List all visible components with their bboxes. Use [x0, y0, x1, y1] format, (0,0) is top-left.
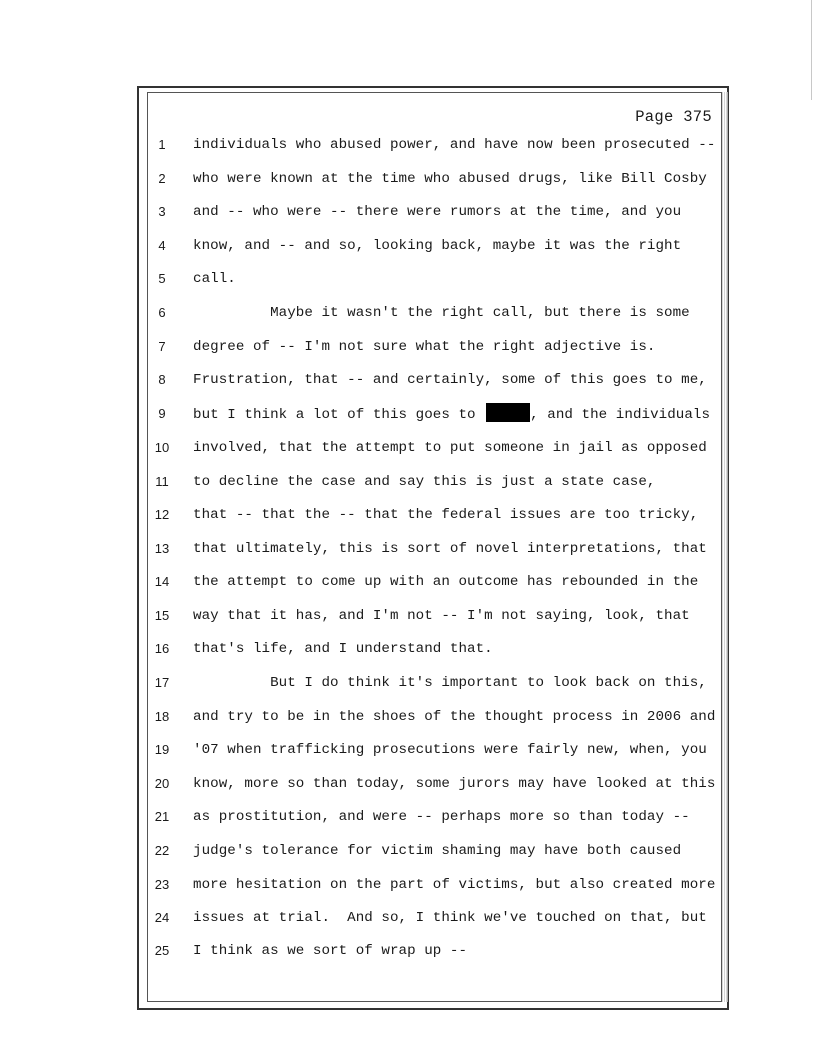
- line-text: involved, that the attempt to put someone in jail as opposed: [193, 440, 707, 456]
- transcript-line: [0, 605, 816, 627]
- line-number: 13: [154, 541, 170, 556]
- line-text: degree of -- I'm not sure what the right adjective is.: [193, 339, 656, 355]
- line-text-after-redaction: , and the individuals: [530, 407, 711, 423]
- line-text: call.: [193, 271, 236, 287]
- line-text: '07 when trafficking prosecutions were fairly new, when, you: [193, 742, 707, 758]
- line-number: 2: [158, 171, 166, 186]
- transcript-line: [0, 773, 816, 795]
- transcript-line: [0, 638, 816, 660]
- transcript-line: [0, 201, 816, 223]
- line-text: But I do think it's important to look back on this,: [193, 675, 707, 691]
- transcript-line: [0, 874, 816, 896]
- transcript-line: [0, 504, 816, 526]
- line-number: 19: [154, 742, 170, 757]
- line-number: 24: [154, 910, 170, 925]
- transcript-line: [0, 235, 816, 257]
- line-text: [193, 403, 710, 426]
- line-number: 18: [154, 709, 170, 724]
- transcript-line: [0, 403, 816, 425]
- page-number: Page 375: [635, 108, 712, 126]
- scan-edge-line: [811, 0, 812, 100]
- transcript-line: [0, 706, 816, 728]
- line-text: I think as we sort of wrap up --: [193, 943, 468, 959]
- line-number: 14: [154, 574, 170, 589]
- line-number: 20: [154, 776, 170, 791]
- line-text: and -- who were -- there were rumors at the time, and you: [193, 204, 682, 220]
- line-text: individuals who abused power, and have now been prosecuted --: [193, 137, 716, 153]
- line-number: 10: [154, 440, 170, 455]
- line-text: and try to be in the shoes of the thought process in 2006 and: [193, 709, 716, 725]
- line-number: 8: [158, 372, 166, 387]
- line-text: know, and -- and so, looking back, maybe it was the right: [193, 238, 682, 254]
- line-text: that -- that the -- that the federal issues are too tricky,: [193, 507, 699, 523]
- line-text-before-redaction: but I think a lot of this goes to: [193, 407, 485, 423]
- line-text: the attempt to come up with an outcome has rebounded in the: [193, 574, 699, 590]
- transcript-line: [0, 471, 816, 493]
- line-number: 6: [158, 305, 166, 320]
- line-text: way that it has, and I'm not -- I'm not saying, look, that: [193, 608, 690, 624]
- transcript-line: [0, 571, 816, 593]
- transcript-line: [0, 168, 816, 190]
- line-number: 1: [158, 137, 166, 152]
- line-number: 3: [158, 204, 166, 219]
- line-number: 9: [158, 406, 166, 421]
- transcript-line: [0, 134, 816, 156]
- line-number: 23: [154, 877, 170, 892]
- line-number: 25: [154, 943, 170, 958]
- line-number: 7: [158, 339, 166, 354]
- transcript-line: [0, 437, 816, 459]
- transcript-line: [0, 739, 816, 761]
- line-text: who were known at the time who abused drugs, like Bill Cosby: [193, 171, 707, 187]
- transcript-line: [0, 268, 816, 290]
- transcript-line: [0, 538, 816, 560]
- line-number: 12: [154, 507, 170, 522]
- line-text: that ultimately, this is sort of novel interpretations, that: [193, 541, 707, 557]
- line-text: Maybe it wasn't the right call, but there is some: [193, 305, 690, 321]
- transcript-line: [0, 672, 816, 694]
- line-number: 22: [154, 843, 170, 858]
- line-text: more hesitation on the part of victims, but also created more: [193, 877, 716, 893]
- line-number: 17: [154, 675, 170, 690]
- line-text: that's life, and I understand that.: [193, 641, 493, 657]
- line-text: issues at trial. And so, I think we've touched on that, but: [193, 910, 707, 926]
- line-text: to decline the case and say this is just a state case,: [193, 474, 656, 490]
- line-text: as prostitution, and were -- perhaps more so than today --: [193, 809, 690, 825]
- line-number: 5: [158, 271, 166, 286]
- line-number: 21: [154, 809, 170, 824]
- transcript-line: [0, 806, 816, 828]
- transcript-line: [0, 302, 816, 324]
- line-number: 11: [155, 474, 169, 489]
- transcript-line: [0, 907, 816, 929]
- line-number: 15: [154, 608, 170, 623]
- line-text: know, more so than today, some jurors may have looked at this: [193, 776, 716, 792]
- redaction-block: [486, 403, 530, 422]
- transcript-line: [0, 369, 816, 391]
- line-text: Frustration, that -- and certainly, some of this goes to me,: [193, 372, 707, 388]
- transcript-line: [0, 840, 816, 862]
- line-number: 4: [158, 238, 166, 253]
- line-number: 16: [154, 641, 170, 656]
- transcript-line: [0, 336, 816, 358]
- transcript-line: [0, 940, 816, 962]
- line-text: judge's tolerance for victim shaming may have both caused: [193, 843, 682, 859]
